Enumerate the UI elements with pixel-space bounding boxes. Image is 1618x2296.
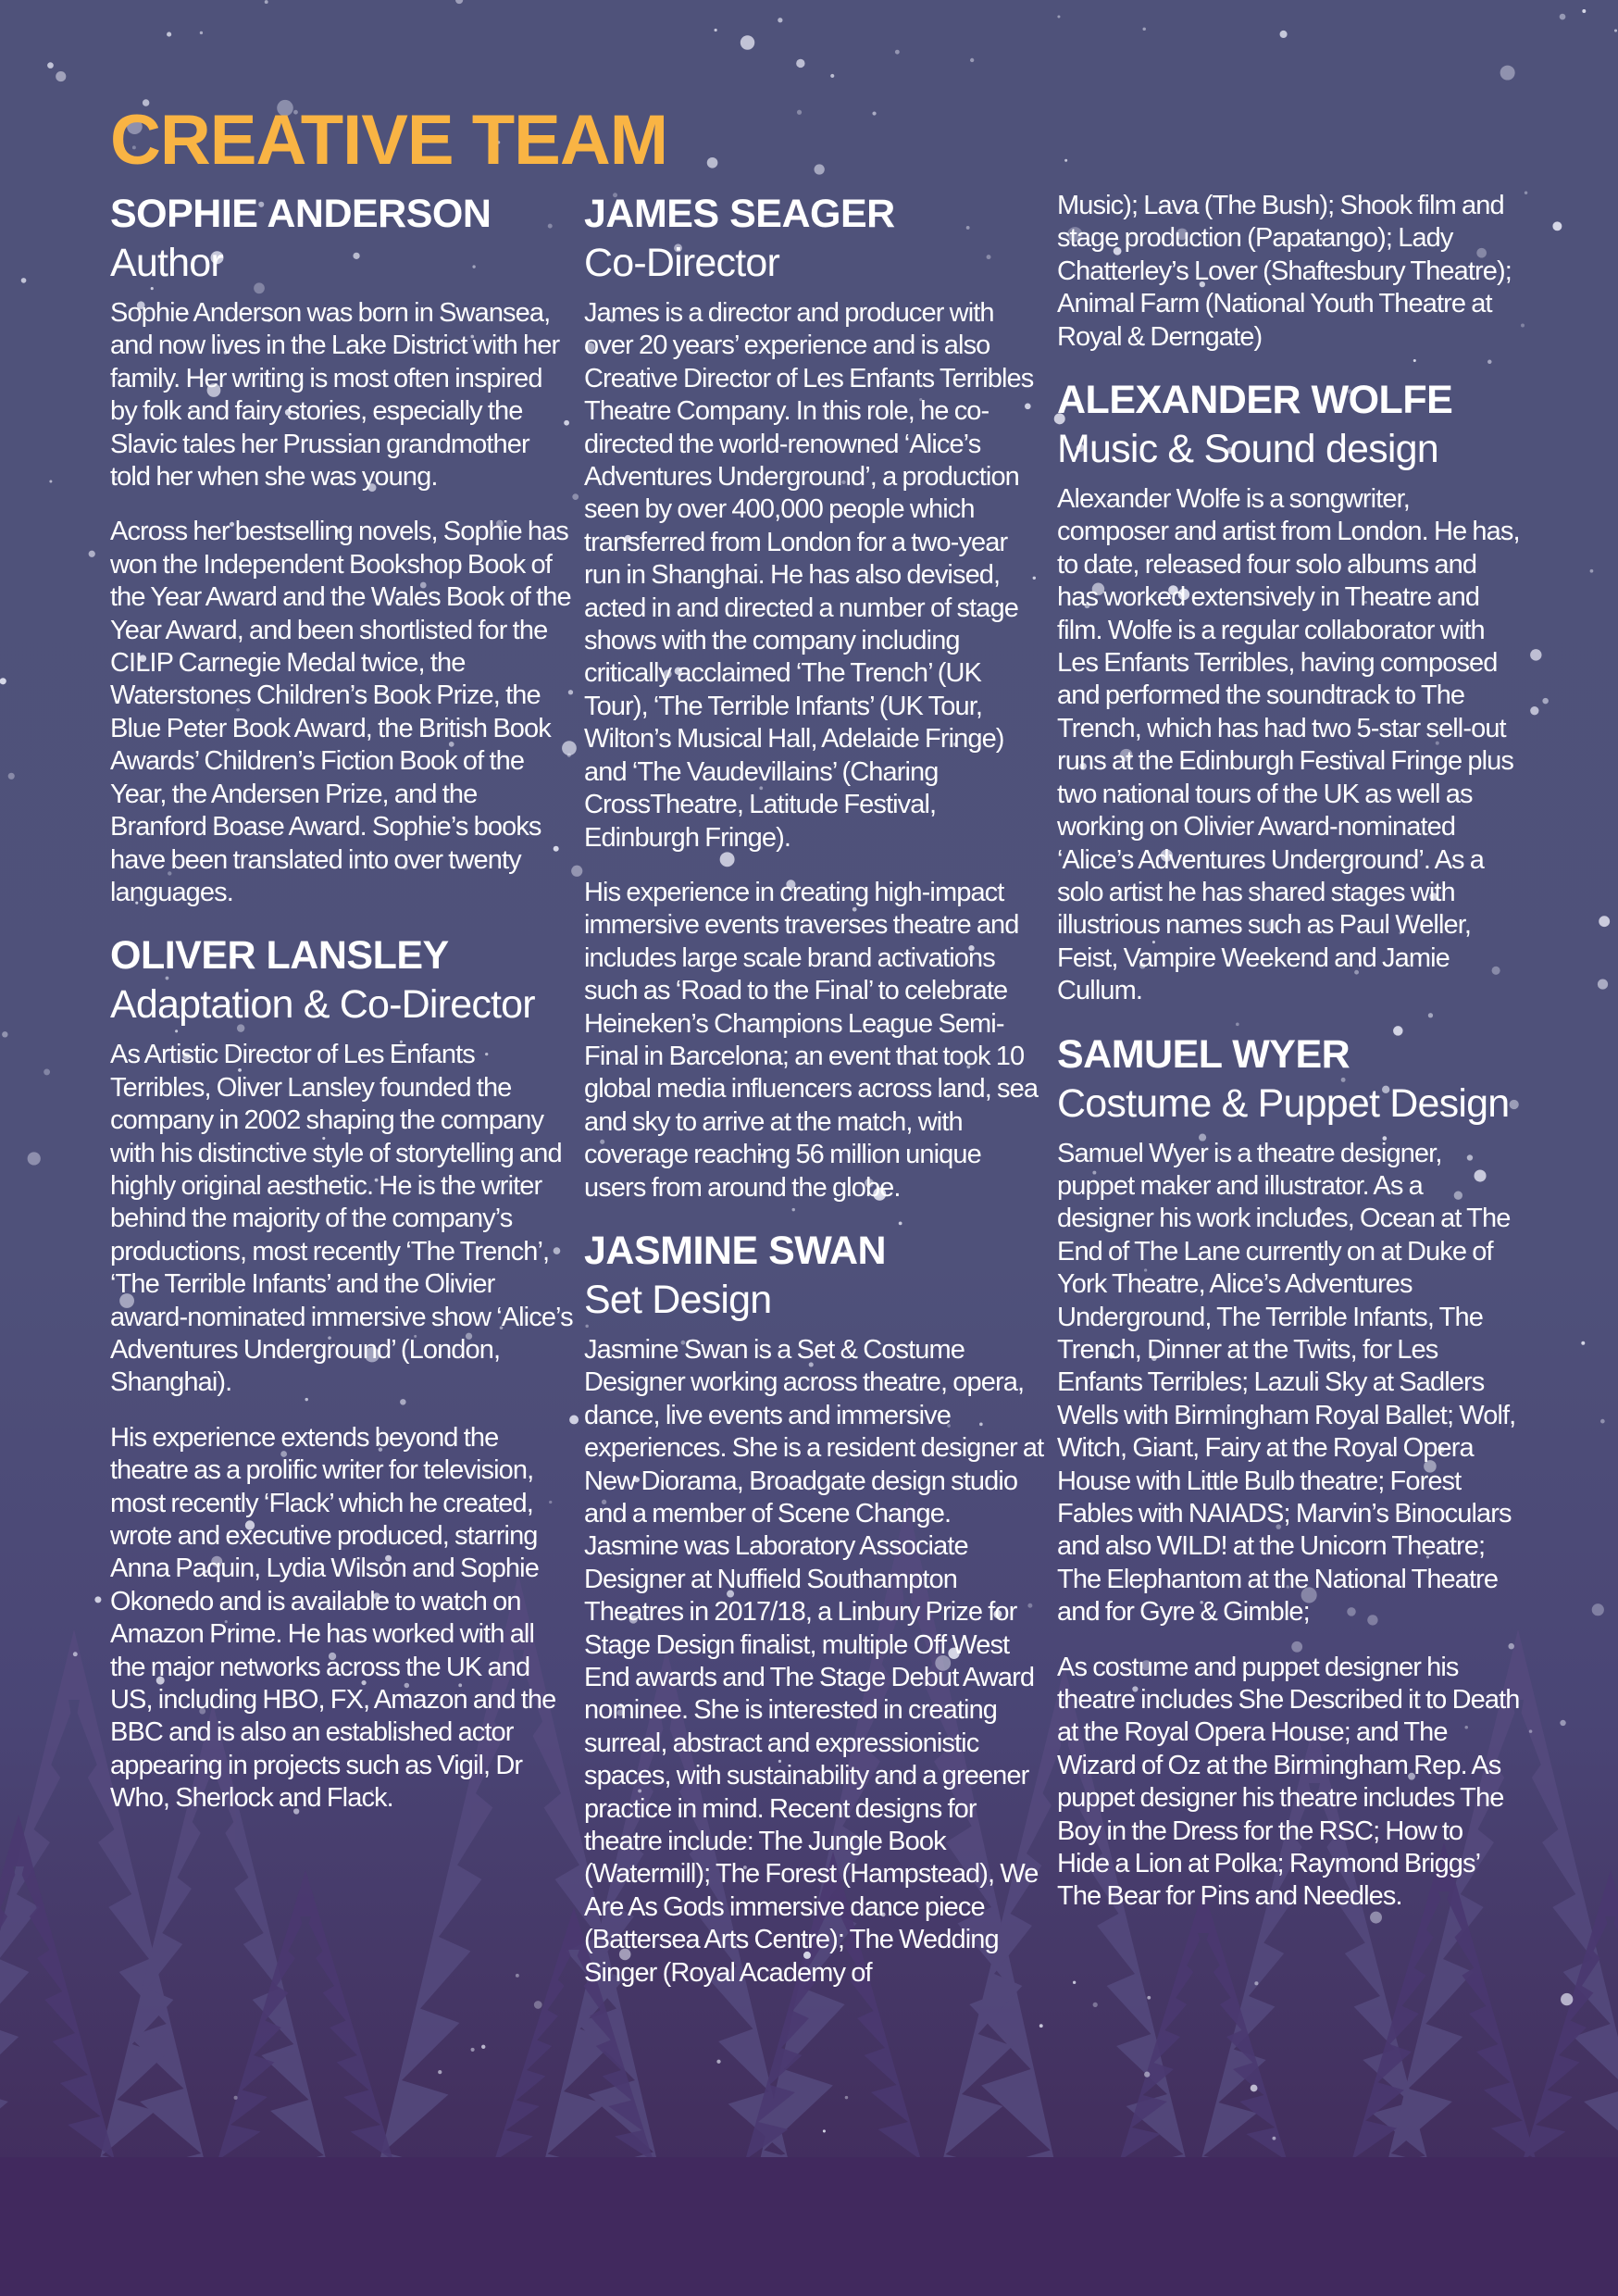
- snowflake: [234, 2096, 238, 2100]
- team-member-section: [1057, 190, 1520, 354]
- team-member-section: [1057, 1030, 1520, 1914]
- snowflake: [572, 493, 579, 500]
- team-member-section: [1057, 376, 1520, 1008]
- snowflake: [1560, 1720, 1565, 1726]
- snowflake: [796, 59, 804, 68]
- bio-paragraph: His experience in creating high-impact immersive events traverses theatre and includes large scale brand activations such as ‘Road to the Final’ to celebrate Heineken’s Champions League Semi-Final in Barcelona; an event that took 10 global media influencers across land, sea and sky to arrive at the match, with coverage reaching 56 million unique users from around the globe.: [584, 877, 1039, 1203]
- bio-paragraph: Across her bestselling novels, Sophie has won the Independent Bookshop Book of the Year Award and the Wales Book of the Year Award, and been shortlisted for the CILIP Carnegie Medal twice, the Waterstones Children’s Book Prize, the Blue Peter Book Award, the British Book Awards’ Children’s Fiction Book of the Year, the Andersen Prize, and the Branford Boase Award. Sophie’s books have been translated into over twenty languages.: [110, 517, 571, 907]
- snowflake: [1272, 2137, 1276, 2140]
- snowflake: [1542, 698, 1548, 704]
- team-member-section: [584, 1227, 1047, 1990]
- member-name: JAMES SEAGER: [584, 192, 895, 236]
- bio-paragraph: Alexander Wolfe is a songwriter, composer and artist from London. He has, to date, released four solo albums and has worked extensively in Theatre and film. Wolfe is a regular collaborator with Les Enfants Terribles, having composed and performed the soundtrack to The Trench, which has had two 5-star sell-out runs at the Edinburgh Festival Fringe plus two national tours of the UK as well as working on Olivier Award-nominated ‘Alice’s Adventures Underground’. As a solo artist he has shared stages with illustrious names such as Paul Weller, Feist, Vampire Weekend and Jamie Cullum.: [1057, 484, 1520, 1006]
- member-role: Co-Director: [584, 241, 780, 285]
- snowflake: [1561, 1993, 1573, 2005]
- snowflake: [94, 1596, 101, 1603]
- snowflake: [455, 0, 463, 4]
- snowflake: [1064, 159, 1067, 162]
- snowflake: [470, 2048, 474, 2052]
- snowflake: [8, 773, 15, 780]
- snowflake: [1599, 916, 1610, 927]
- member-role: Music & Sound design: [1057, 427, 1438, 472]
- snowflake: [1093, 2003, 1098, 2007]
- snowflake: [1525, 191, 1527, 193]
- snowflake: [1529, 1729, 1533, 1733]
- snowflake: [438, 2070, 442, 2074]
- bio-paragraph: As costume and puppet designer his theatre includes She Described it to Death at the Royal Opera House; and The Wizard of Oz at the Birmingham Rep. As puppet designer his theatre includes The Boy in the Dress for the RSC; How to Hide a Lion at Polka; Raymond Briggs’ The Bear for Pins and Needles.: [1057, 1652, 1520, 1912]
- snowflake: [481, 2045, 485, 2049]
- snowflake: [1254, 1981, 1258, 1985]
- snowflake: [1598, 979, 1608, 989]
- snowflake: [1560, 14, 1566, 20]
- member-name: OLIVER LANSLEY: [110, 933, 449, 979]
- bio-paragraph: James is a director and producer with over 20 years’ experience and is also Creative Director of Les Enfants Terribles Theatre Company. In this role, he co-directed the world-renowned ‘Alice’s Adventures Underground’, a production seen by over 400,000 people which transferred from London for a two-year run in Shanghai. He has also devised, acted in and directed a number of stage shows with the company including critically acclaimed ‘The Trench’ (UK Tour), ‘The Terrible Infants’ (UK Tour, Wilton’s Musical Hall, Adelaide Fringe) and ‘The Vaudevillains’ (Charing CrossTheatre, Latitude Festival, Edinburgh Fringe).: [584, 298, 1034, 853]
- snowflake: [1581, 1341, 1585, 1345]
- snowflake: [970, 58, 974, 62]
- snowflake: [707, 157, 718, 168]
- snowflake: [1144, 2072, 1150, 2078]
- snowflake: [1600, 1419, 1605, 1424]
- pine-tree: [207, 1870, 404, 2194]
- snowflake: [1592, 1603, 1604, 1616]
- snowflake: [778, 18, 782, 22]
- snowflake: [830, 74, 834, 78]
- snowflake: [716, 2060, 720, 2064]
- member-name: SOPHIE ANDERSON: [110, 192, 492, 236]
- member-name: ALEXANDER WOLFE: [1057, 378, 1453, 423]
- member-role: Costume & Puppet Design: [1057, 1080, 1510, 1126]
- snowflake: [1521, 324, 1525, 328]
- column-2: [584, 190, 1047, 2012]
- snowflake: [28, 1152, 41, 1165]
- ground-band: [0, 2157, 1618, 2296]
- snowflake: [167, 32, 171, 37]
- snowflake: [516, 1974, 519, 1978]
- team-member-section: [110, 190, 573, 909]
- snowflake: [1142, 28, 1145, 31]
- member-role: Adaptation & Co-Director: [110, 982, 535, 1028]
- snowflake: [200, 31, 203, 34]
- snowflake: [1500, 66, 1515, 81]
- snowflake: [44, 1068, 50, 1075]
- snowflake: [2, 1031, 7, 1037]
- snowflake: [823, 2129, 826, 2132]
- snowflake: [0, 678, 6, 684]
- snowflake: [1073, 1981, 1076, 1984]
- bio-paragraph: Sophie Anderson was born in Swansea, and now lives in the Lake District with her family. Her writing is most often inspired by folk and fairy stories, especially the Slavic tales her Prussian grandmother told her when she was young.: [110, 298, 560, 493]
- team-member-section: [584, 190, 1047, 1204]
- bio-paragraph: Samuel Wyer is a theatre designer, puppet maker and illustrator. As a designer his work includes, Ocean at The End of The Lane currently on at Duke of York Theatre, Alice’s Adventures Underground, The Terrible Infants, The Trench, Dinner at the Twits, for Les Enfants Terribles; Lazuli Sky at Sadlers Wells with Birmingham Royal Ballet; Wolf, Witch, Giant, Fairy at the Royal Opera House with Little Bulb theatre; Forest Fables with NAIADS; Marvin’s Binoculars and also WILD! at the Unicorn Theatre; The Elephantom at the National Theatre and for Gyre & Gimble;: [1057, 1138, 1516, 1628]
- snowflake: [21, 278, 27, 283]
- page-title: CREATIVE TEAM: [110, 101, 668, 180]
- snowflake: [895, 50, 900, 55]
- snowflake: [845, 2096, 848, 2099]
- member-name: JASMINE SWAN: [584, 1228, 887, 1273]
- column-1: [110, 190, 573, 1838]
- snowflake: [815, 164, 825, 174]
- snowflake: [1057, 15, 1060, 18]
- snowflake: [89, 551, 95, 557]
- snowflake: [1582, 9, 1586, 13]
- member-name: SAMUEL WYER: [1057, 1031, 1350, 1077]
- snowflake: [49, 480, 52, 482]
- snowflake: [534, 2001, 542, 2009]
- snowflake: [1530, 649, 1541, 660]
- snowflake: [1147, 1996, 1151, 2000]
- bio-paragraph: As Artistic Director of Les Enfants Terribles, Oliver Lansley founded the company in 2002 shaping the company with his distinctive style of storytelling and highly original aesthetic. He is the writer behind the majority of the company’s productions, most recently ‘The Trench’, ‘The Terrible Infants’ and the Olivier award-nominated immersive show ‘Alice’s Adventures Underground’ (London, Shanghai).: [110, 1040, 573, 1398]
- team-member-section: [110, 931, 573, 1815]
- column-3: [1057, 190, 1520, 1936]
- bio-paragraph: His experience extends beyond the theatre as a prolific writer for television, most recently ‘Flack’ which he created, wrote and executive produced, starring Anna Paquin, Lydia Wilson and Sophie Okonedo and is available to watch on Amazon Prime. He has worked with all the major networks across the UK and US, including HBO, FX, Amazon and the BBC and is also an established actor appearing in projects such as Vigil, Dr Who, Sherlock and Flack.: [110, 1422, 556, 1814]
- snowflake: [1251, 2085, 1258, 2092]
- bio-paragraph: Music); Lava (The Bush); Shook film and stage production (Papatango); Lady Chatterley’s Lover (Shaftesbury Theatre); Animal Farm (National Youth Theatre at Royal & Derngate): [1057, 191, 1512, 352]
- snowflake: [1552, 221, 1562, 231]
- snowflake: [265, 0, 268, 4]
- snowflake: [1530, 706, 1538, 715]
- snowflake: [741, 35, 754, 49]
- bio-paragraph: Jasmine Swan is a Set & Costume Designer working across theatre, opera, dance, live events and immersive experiences. She is a resident designer at New Diorama, Broadgate design studio and a member of Scene Change. Jasmine was Laboratory Associate Designer at Nuffield Southampton Theatres in 2017/18, a Linbury Prize for Stage Design finalist, multiple Off West End awards and The Stage Debut Award nominee. She is interested in creating surreal, abstract and expressionistic spaces, with sustainability and a greener practice in mind. Recent designs for theatre include: The Jungle Book (Watermill); The Forest (Hampstead), We Are As Gods immersive dance piece (Battersea Arts Centre); The Wedding Singer (Royal Academy of: [584, 1334, 1044, 1988]
- snowflake: [1039, 2024, 1043, 2028]
- member-role: Author: [110, 241, 223, 285]
- snowflake: [1280, 31, 1288, 38]
- snowflake: [1614, 29, 1617, 31]
- snowflake: [715, 29, 717, 31]
- snowflake: [56, 71, 66, 81]
- snowflake: [872, 111, 876, 115]
- snowflake: [1590, 569, 1594, 573]
- snowflake: [797, 110, 802, 115]
- snowflake: [47, 62, 54, 69]
- member-role: Set Design: [584, 1277, 772, 1322]
- snowflake: [73, 1652, 78, 1656]
